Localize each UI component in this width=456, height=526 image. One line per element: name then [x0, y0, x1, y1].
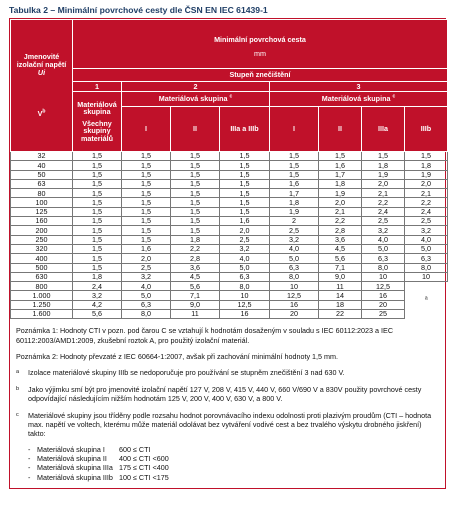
creepage-cell: 1,5 — [73, 152, 122, 161]
creepage-cell: 11 — [171, 310, 220, 319]
rated-voltage-symbol: Ui — [37, 67, 46, 77]
creepage-cell: 8,0 — [122, 310, 171, 319]
creepage-cell: 1,5 — [73, 263, 122, 272]
bullet: - — [28, 444, 31, 454]
creepage-cell: 2,0 — [220, 226, 270, 235]
note-2: Poznámka 2: Hodnoty převzaté z IEC 60664-1:2007, avšak při zachování minimální hodnoty 1,5 mm. — [16, 352, 339, 362]
bullet: - — [28, 463, 31, 473]
creepage-cell: 12,5 — [220, 300, 270, 309]
table-title-text: – Minimální povrchové cesty dle ČSN EN IEC 61439-1 — [48, 5, 268, 15]
footnote-a-text: Izolace materiálové skupiny IIIb se nedoporučuje pro používání se stupněm znečištění 3 nad 630 V. — [28, 368, 345, 378]
creepage-cell: 4,5 — [171, 272, 220, 281]
creepage-cell: 2,2 — [362, 198, 405, 207]
creepage-cell: 1,8 — [319, 179, 362, 188]
creepage-cell: 5,0 — [220, 263, 270, 272]
creepage-cell: 16 — [362, 291, 405, 300]
creepage-cell: 1,5 — [171, 226, 220, 235]
creepage-cell: 2,5 — [362, 217, 405, 226]
footnote-c-mark: c — [16, 411, 19, 418]
bullet: - — [28, 472, 31, 482]
creepage-cell: 20 — [362, 300, 405, 309]
degree3-group-label: Materiálová skupina — [321, 94, 391, 104]
table-row — [11, 189, 448, 198]
creepage-cell: 5,0 — [122, 291, 171, 300]
table-row — [11, 179, 448, 188]
table-body — [11, 152, 448, 319]
degree3-group-footnote: c — [392, 93, 396, 100]
creepage-cell: 3,6 — [171, 263, 220, 272]
creepage-cell: 1,9 — [270, 207, 319, 216]
creepage-cell: 12,5 — [362, 282, 405, 291]
material-group-list — [28, 445, 439, 482]
creepage-cell: 1,6 — [270, 179, 319, 188]
table-row — [11, 300, 448, 309]
creepage-cell: 1,5 — [73, 254, 122, 263]
voltage-cell: 800 — [11, 282, 73, 291]
creepage-cell: 1,5 — [73, 198, 122, 207]
creepage-cell: 6,3 — [270, 263, 319, 272]
creepage-cell: 2,2 — [171, 244, 220, 253]
footnote-c-text: Materiálové skupiny jsou tříděny podle rozsahu hodnot porovnávacího indexu odolnosti proti plazivým proudům (CTI – hodnota max. napětí ve voltech, kterému může materiál odolávat bez vytváření vodivé cest a bez trvalého výskytu drobného jiskření) takto: — [28, 410, 432, 439]
voltage-cell: 125 — [11, 207, 73, 216]
creepage-cell: 3,2 — [405, 226, 448, 235]
creepage-cell: 6,3 — [122, 300, 171, 309]
creepage-cell: 1,5 — [73, 161, 122, 170]
footnote-a — [16, 368, 439, 377]
creepage-label: Minimální povrchová cesta — [214, 35, 306, 45]
creepage-cell: 16 — [220, 310, 270, 319]
voltage-cell: 500 — [11, 263, 73, 272]
voltage-cell: 200 — [11, 226, 73, 235]
creepage-cell: 9,0 — [171, 300, 220, 309]
creepage-cell: 1,5 — [270, 170, 319, 179]
creepage-cell: 3,2 — [122, 272, 171, 281]
notes-section — [10, 319, 445, 488]
creepage-cell: 1,5 — [122, 235, 171, 244]
table-row — [11, 198, 448, 207]
creepage-cell: 1,8 — [405, 161, 448, 170]
table-row — [11, 244, 448, 253]
creepage-cell: 2,2 — [405, 198, 448, 207]
creepage-cell: 4,0 — [270, 244, 319, 253]
creepage-cell: 2,0 — [319, 198, 362, 207]
creepage-cell: 22 — [319, 310, 362, 319]
creepage-cell: 2,5 — [405, 217, 448, 226]
footnote-b-text: Jako výjimku smí být pro jmenovité izolační napětí 127 V, 208 V, 415 V, 440 V, 660 V/690 V a 830V použity povrchové cesty odpovídající následujícím nižším hodnotám 125 V, 200 V, 400 V, 630 V, a 800 V. — [28, 384, 422, 404]
material-group-item — [28, 445, 439, 454]
degree2-group-label: Materiálová skupina — [158, 94, 228, 104]
creepage-cell: 8,0 — [270, 272, 319, 281]
creepage-cell: 2 — [270, 217, 319, 226]
degree1-group-header — [73, 92, 122, 152]
creepage-cell: 6,3 — [220, 272, 270, 281]
creepage-cell: 1,5 — [122, 179, 171, 188]
voltage-cell: 400 — [11, 254, 73, 263]
subgroup-2-i: I — [122, 107, 171, 152]
creepage-cell: 1,6 — [220, 217, 270, 226]
material-group-name: Materiálová skupina II — [37, 453, 107, 463]
rated-voltage-label: Jmenovité izolační napětí — [16, 52, 67, 69]
voltage-cell: 32 — [11, 152, 73, 161]
voltage-cell: 1.250 — [11, 300, 73, 309]
creepage-cell: 3,2 — [270, 235, 319, 244]
material-group-cti: 400 ≤ CTI <600 — [119, 453, 169, 463]
pollution-degree-2: 2 — [122, 82, 270, 92]
creepage-cell: 1,5 — [171, 207, 220, 216]
creepage-cell: 1,5 — [220, 207, 270, 216]
material-group-name: Materiálová skupina I — [37, 444, 105, 454]
creepage-cell: 2,5 — [220, 235, 270, 244]
material-group-item — [28, 454, 439, 463]
creepage-cell: 1,5 — [171, 198, 220, 207]
voltage-cell: 63 — [11, 179, 73, 188]
creepage-cell: 10 — [405, 272, 448, 281]
voltage-cell: 100 — [11, 198, 73, 207]
creepage-cell: 2,0 — [122, 254, 171, 263]
material-group-cti: 100 ≤ CTI <175 — [119, 472, 169, 482]
creepage-cell: 1,5 — [73, 244, 122, 253]
creepage-cell: 1,8 — [270, 198, 319, 207]
creepage-cell: 3,2 — [73, 291, 122, 300]
material-group-cti: 175 ≤ CTI <400 — [119, 463, 169, 473]
creepage-cell: 1,5 — [122, 170, 171, 179]
creepage-cell: 5,6 — [171, 282, 220, 291]
creepage-cell: 7,1 — [171, 291, 220, 300]
creepage-cell: 1,5 — [220, 189, 270, 198]
creepage-cell: 1,5 — [73, 217, 122, 226]
table-row — [11, 263, 448, 272]
creepage-cell: 4,0 — [220, 254, 270, 263]
creepage-cell: 2,5 — [270, 226, 319, 235]
footnote-a-ref: a — [424, 295, 428, 302]
creepage-table — [10, 19, 448, 319]
subgroup-2-iii: IIIa a IIIb — [220, 107, 270, 152]
creepage-cell: 8,0 — [362, 263, 405, 272]
creepage-cell: 1,5 — [171, 217, 220, 226]
creepage-cell: 20 — [270, 310, 319, 319]
subgroup-3-iiib: IIIb — [405, 107, 448, 152]
footnote-a-cell — [405, 282, 448, 319]
pollution-degree-header: Stupeň znečištění — [73, 69, 448, 82]
creepage-cell: 2,0 — [405, 179, 448, 188]
creepage-cell: 2,8 — [319, 226, 362, 235]
creepage-cell: 8,0 — [405, 263, 448, 272]
footnote-b-mark: b — [16, 385, 20, 392]
creepage-cell: 1,5 — [270, 152, 319, 161]
footnote-a-mark: a — [16, 369, 20, 376]
subgroup-2-ii: II — [171, 107, 220, 152]
voltage-cell: 160 — [11, 217, 73, 226]
degree2-group-footnote: c — [229, 93, 233, 100]
material-group-item — [28, 473, 439, 482]
creepage-cell: 2,0 — [362, 179, 405, 188]
creepage-cell: 1,5 — [73, 189, 122, 198]
table-row — [11, 207, 448, 216]
volt-unit: V — [37, 109, 43, 119]
creepage-cell: 1,8 — [362, 161, 405, 170]
creepage-cell: 1,5 — [220, 179, 270, 188]
creepage-cell: 5,0 — [405, 244, 448, 253]
creepage-header — [73, 20, 448, 69]
table-row — [11, 291, 448, 300]
creepage-cell: 1,7 — [270, 189, 319, 198]
voltage-cell: 50 — [11, 170, 73, 179]
voltage-cell: 80 — [11, 189, 73, 198]
creepage-cell: 5,6 — [73, 310, 122, 319]
voltage-cell: 40 — [11, 161, 73, 170]
creepage-cell: 1,5 — [220, 161, 270, 170]
footnote-c — [16, 411, 439, 483]
creepage-cell: 2,2 — [319, 217, 362, 226]
creepage-cell: 1,7 — [319, 170, 362, 179]
degree1-group-label: Materiálová skupina — [77, 99, 117, 117]
creepage-cell: 1,5 — [220, 170, 270, 179]
creepage-cell: 1,6 — [122, 244, 171, 253]
creepage-cell: 1,5 — [122, 217, 171, 226]
mm-unit: mm — [254, 49, 266, 58]
creepage-cell: 6,3 — [362, 254, 405, 263]
creepage-cell: 2,8 — [171, 254, 220, 263]
table-row — [11, 254, 448, 263]
creepage-cell: 2,4 — [73, 282, 122, 291]
table-row — [11, 235, 448, 244]
creepage-cell: 12,5 — [270, 291, 319, 300]
creepage-cell: 1,8 — [171, 235, 220, 244]
creepage-cell: 1,8 — [73, 272, 122, 281]
degree2-group-header — [122, 92, 270, 107]
note-1: Poznámka 1: Hodnoty CTI v pozn. pod čarou C se vztahují k hodnotám dosaženým v souladu s IEC 60112:2023 a IEC 60112:2003/AMD1:2009, zkušební roztok A, pro použitý izolační materiál. — [16, 326, 394, 345]
creepage-cell: 4,0 — [405, 235, 448, 244]
bullet: - — [28, 453, 31, 463]
creepage-cell: 1,9 — [319, 189, 362, 198]
creepage-cell: 1,5 — [122, 226, 171, 235]
creepage-cell: 1,5 — [319, 152, 362, 161]
creepage-cell: 1,5 — [171, 152, 220, 161]
creepage-cell: 1,5 — [362, 152, 405, 161]
creepage-cell: 1,5 — [405, 152, 448, 161]
table-row — [11, 217, 448, 226]
creepage-cell: 1,9 — [362, 170, 405, 179]
creepage-cell: 1,5 — [171, 161, 220, 170]
table-row — [11, 272, 448, 281]
table-row — [11, 282, 448, 291]
material-group-name: Materiálová skupina IIIa — [37, 463, 113, 473]
all-groups-label: Všechny skupiny materiálů — [81, 118, 113, 143]
creepage-cell: 2,4 — [405, 207, 448, 216]
creepage-cell: 1,5 — [122, 198, 171, 207]
creepage-cell: 4,5 — [319, 244, 362, 253]
creepage-cell: 10 — [220, 291, 270, 300]
creepage-cell: 8,0 — [220, 282, 270, 291]
subgroup-3-iiia: IIIa — [362, 107, 405, 152]
creepage-cell: 1,5 — [73, 235, 122, 244]
creepage-cell: 1,9 — [405, 170, 448, 179]
creepage-cell: 10 — [270, 282, 319, 291]
creepage-cell: 18 — [319, 300, 362, 309]
creepage-cell: 7,1 — [319, 263, 362, 272]
table-number: Tabulka 2 — [9, 5, 49, 15]
rated-voltage-header — [11, 20, 73, 152]
creepage-cell: 3,2 — [362, 226, 405, 235]
table-frame — [9, 18, 446, 489]
subgroup-3-i: I — [270, 107, 319, 152]
creepage-cell: 4,0 — [362, 235, 405, 244]
creepage-cell: 16 — [270, 300, 319, 309]
creepage-cell: 4,2 — [73, 300, 122, 309]
creepage-cell: 2,1 — [319, 207, 362, 216]
degree3-group-header — [270, 92, 448, 107]
creepage-cell: 11 — [319, 282, 362, 291]
volt-footnote-mark: b — [42, 108, 46, 115]
creepage-cell: 1,5 — [73, 170, 122, 179]
material-group-name: Materiálová skupina IIIb — [37, 472, 113, 482]
creepage-cell: 9,0 — [319, 272, 362, 281]
creepage-cell: 2,5 — [122, 263, 171, 272]
creepage-cell: 14 — [319, 291, 362, 300]
voltage-cell: 1.600 — [11, 310, 73, 319]
table-title — [9, 5, 456, 15]
creepage-cell: 1,5 — [171, 170, 220, 179]
material-group-cti: 600 ≤ CTI — [119, 444, 151, 454]
table-row — [11, 161, 448, 170]
material-group-item — [28, 463, 439, 472]
creepage-cell: 1,5 — [220, 198, 270, 207]
voltage-cell: 630 — [11, 272, 73, 281]
voltage-cell: 250 — [11, 235, 73, 244]
creepage-cell: 1,5 — [73, 226, 122, 235]
table-row — [11, 310, 448, 319]
creepage-cell: 5,0 — [270, 254, 319, 263]
creepage-cell: 6,3 — [405, 254, 448, 263]
creepage-cell: 1,6 — [319, 161, 362, 170]
table-row — [11, 170, 448, 179]
pollution-degree-3: 3 — [270, 82, 448, 92]
creepage-cell: 1,5 — [171, 189, 220, 198]
creepage-cell: 1,5 — [220, 152, 270, 161]
creepage-cell: 1,5 — [171, 179, 220, 188]
creepage-cell: 2,4 — [362, 207, 405, 216]
footnote-b — [16, 385, 439, 404]
voltage-cell: 1.000 — [11, 291, 73, 300]
creepage-cell: 1,5 — [122, 161, 171, 170]
subgroup-3-ii: II — [319, 107, 362, 152]
pollution-degree-1: 1 — [73, 82, 122, 92]
creepage-cell: 1,5 — [122, 207, 171, 216]
creepage-cell: 2,1 — [405, 189, 448, 198]
creepage-cell: 25 — [362, 310, 405, 319]
creepage-cell: 10 — [362, 272, 405, 281]
creepage-cell: 1,5 — [122, 189, 171, 198]
table-row — [11, 152, 448, 161]
creepage-cell: 4,0 — [122, 282, 171, 291]
creepage-cell: 1,5 — [73, 207, 122, 216]
creepage-cell: 1,5 — [73, 179, 122, 188]
creepage-cell: 3,6 — [319, 235, 362, 244]
creepage-cell: 3,2 — [220, 244, 270, 253]
creepage-cell: 5,6 — [319, 254, 362, 263]
creepage-cell: 1,5 — [270, 161, 319, 170]
creepage-cell: 5,0 — [362, 244, 405, 253]
table-row — [11, 226, 448, 235]
creepage-cell: 2,1 — [362, 189, 405, 198]
voltage-cell: 320 — [11, 244, 73, 253]
creepage-cell: 1,5 — [122, 152, 171, 161]
